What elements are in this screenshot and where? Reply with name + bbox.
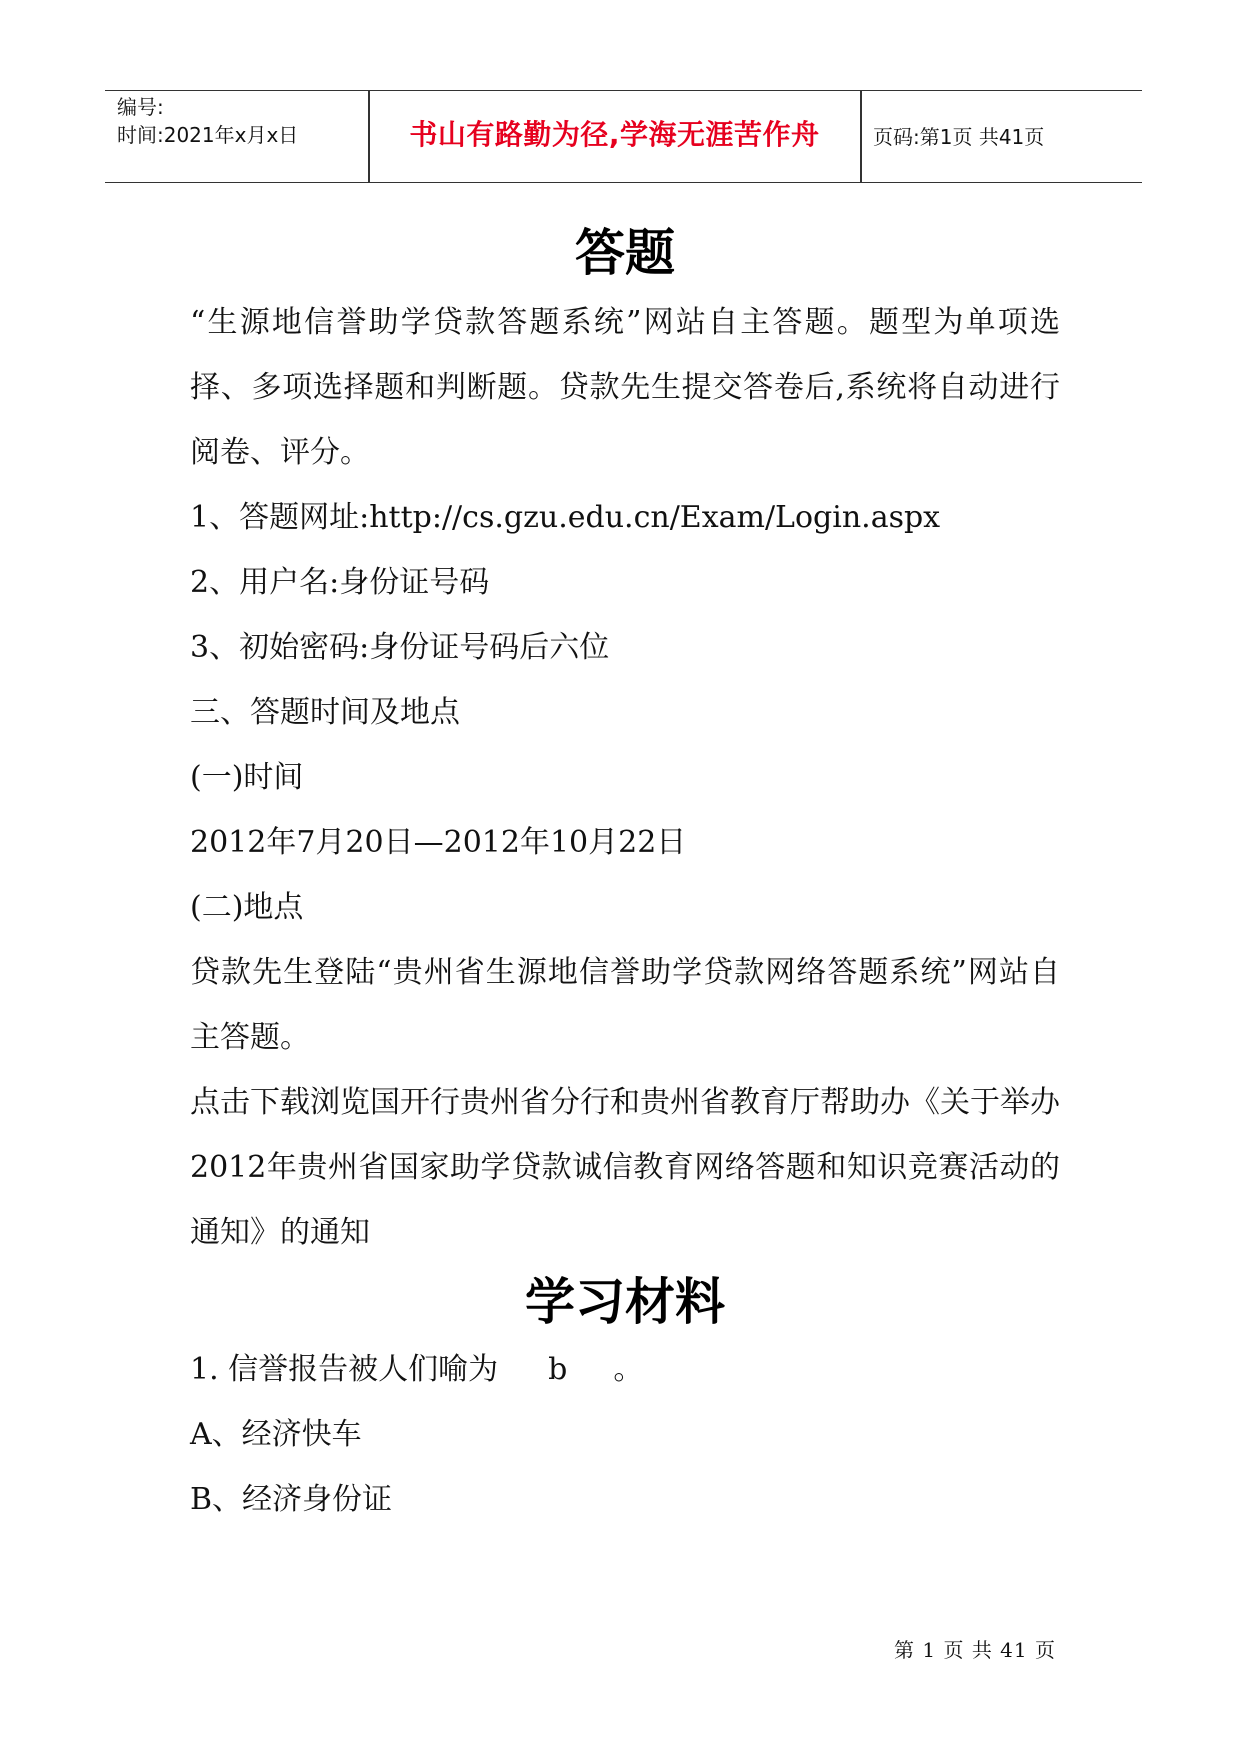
section-heading-answer: 答题 — [575, 224, 675, 282]
download-notice-paragraph: 点击下载浏览国开行贵州省分行和贵州省教育厅帮助办《关于举办2012年贵州省国家助学贷款诚信教育网络答题和知识竞赛活动的通知》的通知 — [190, 1085, 1060, 1250]
section-heading-study-material: 学习材料 — [525, 1273, 725, 1331]
time-subheading: (一)时间 — [190, 760, 304, 795]
serial-label: 编号: — [117, 95, 164, 119]
date-range-line: 2012年7月20日—2012年10月22日 — [190, 825, 687, 860]
question-number: 1. — [190, 1352, 219, 1387]
intro-paragraph: “生源地信誉助学贷款答题系统”网站自主答题。题型为单项选择、多项选择题和判断题。贷款先生提交答卷后,系统将自动进行阅卷、评分。 — [190, 305, 1060, 470]
question-answer: b — [548, 1352, 568, 1387]
exam-url-line: 1、答题网址:http://cs.gzu.edu.cn/Exam/Login.aspx — [190, 500, 941, 535]
option-a: A、经济快车 — [190, 1417, 362, 1452]
place-subheading: (二)地点 — [190, 890, 304, 925]
time-place-heading: 三、答题时间及地点 — [190, 695, 460, 730]
header-motto: 书山有路勤为径,学海无涯苦作舟 — [409, 118, 820, 151]
option-b: B、经济身份证 — [190, 1482, 393, 1517]
question-1 — [190, 1337, 1060, 1402]
header-divider-right — [860, 91, 862, 182]
header-page-code: 页码:第1页 共41页 — [873, 125, 1045, 149]
password-line: 3、初始密码:身份证号码后六位 — [190, 630, 610, 665]
question-stem: 信誉报告被人们喻为 — [228, 1352, 499, 1387]
document-body — [190, 220, 1060, 1532]
page-header — [105, 90, 1142, 183]
question-end: 。 — [613, 1352, 644, 1387]
header-meta — [117, 93, 367, 149]
username-line: 2、用户名:身份证号码 — [190, 565, 490, 600]
place-paragraph: 贷款先生登陆“贵州省生源地信誉助学贷款网络答题系统”网站自主答题。 — [190, 955, 1060, 1055]
page-footer: 第 1 页 共 41 页 — [894, 1638, 1056, 1662]
time-label: 时间:2021年x月x日 — [117, 123, 299, 147]
